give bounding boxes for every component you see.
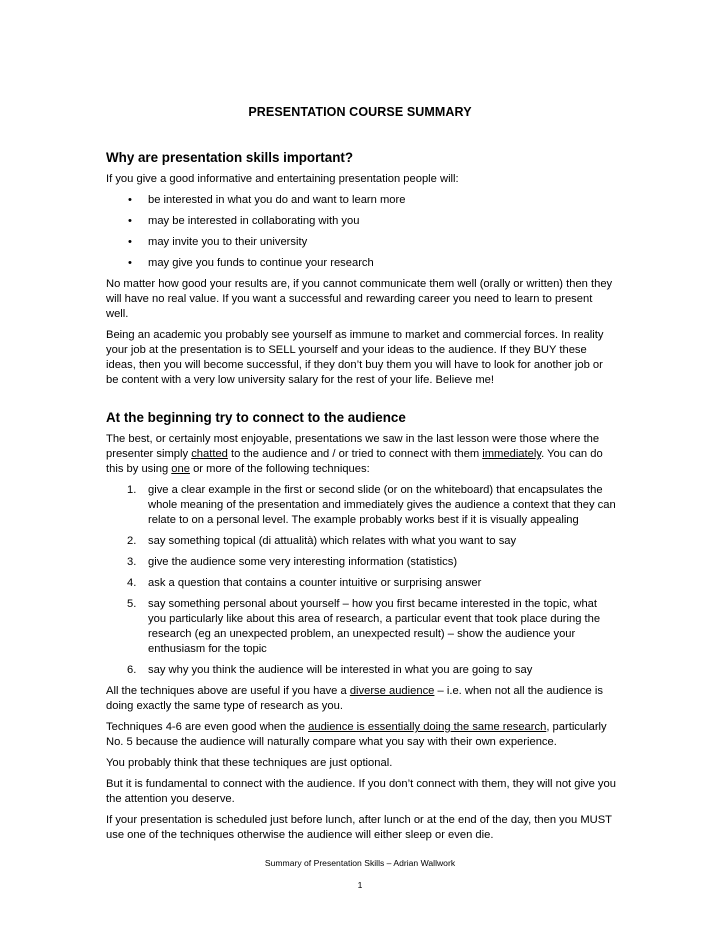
list-item: 3. give the audience some very interesting information (statistics) (127, 556, 458, 568)
section1-intro: If you give a good informative and entertaining presentation people will: (106, 173, 459, 185)
page-number: 1 (357, 880, 363, 890)
paragraph-academic: Being an academic you probably see yourself as immune to market and commercial forces. In reality your job at the presentation is to SELL yourself and your ideas to the audience. If they BUY these ideas, then you will become successful, if they don’t buy them you will have to look for another job or be content with a very low university salary for the rest of your life. Believe me! (106, 329, 604, 386)
list-item: • be interested in what you do and want to learn more (128, 194, 406, 206)
paragraph-results: No matter how good your results are, if you cannot communicate them well (orally or written) then they will have no real value. If you want a successful and rewarding career you need to learn to present well. (106, 278, 613, 320)
list-item: 4. ask a question that contains a counter intuitive or surprising answer (127, 577, 482, 589)
bullet-icon: • (128, 257, 132, 269)
paragraph-diverse-audience: All the techniques above are useful if you have a diverse audience – i.e. when not all the audience is doing exactly the same type of research as you. (106, 685, 603, 712)
bullet-icon: • (128, 215, 132, 227)
section-heading-connect: At the beginning try to connect to the audience (106, 410, 406, 425)
list-item: 6. say why you think the audience will be interested in what you are going to say (127, 664, 533, 676)
techniques-list (106, 483, 616, 678)
list-item: • may give you funds to continue your research (128, 257, 374, 269)
list-item: 5. say something personal about yourself – how you first became interested in the topic, what you particularly like about this area of research, a particular event that took place during the research (eg an unexpected problem, an unexpected result) – show the audience your enthusiasm for the topic (127, 598, 601, 655)
paragraph-fundamental: But it is fundamental to connect with the audience. If you don’t connect with them, they will not give you the attention you deserve. (106, 778, 616, 805)
list-item: • may be interested in collaborating with you (128, 215, 360, 227)
document-body (106, 150, 616, 849)
list-item: 2. say something topical (di attualità) which relates with what you want to say (127, 535, 517, 547)
bullet-icon: • (128, 236, 132, 248)
document-title: PRESENTATION COURSE SUMMARY (248, 105, 472, 119)
section-heading-importance: Why are presentation skills important? (106, 150, 354, 165)
paragraph-same-research: Techniques 4-6 are even good when the audience is essentially doing the same research, particularly No. 5 because the audience will naturally compare what you say with their own experience. (106, 721, 607, 748)
benefits-list (106, 193, 616, 271)
paragraph-lunch: If your presentation is scheduled just before lunch, after lunch or at the end of the day, then you MUST use one of the techniques otherwise the audience will either sleep or even die. (106, 814, 612, 841)
section2-intro: The best, or certainly most enjoyable, presentations we saw in the last lesson were those where the presenter simply chatted to the audience and / or tried to connect with them immediately. You can do this by using one or more of the following techniques: (106, 433, 603, 475)
page-footer: Summary of Presentation Skills – Adrian Wallwork (264, 858, 456, 868)
bullet-icon: • (128, 194, 132, 206)
list-item: • may invite you to their university (128, 236, 308, 248)
paragraph-optional: You probably think that these techniques are just optional. (106, 757, 393, 769)
list-item: 1. give a clear example in the first or second slide (or on the whiteboard) that encapsulates the whole meaning of the presentation and immediately gives the audience a context that they can relate to on a personal level. The example probably works best if it is visually appealing (127, 484, 616, 526)
